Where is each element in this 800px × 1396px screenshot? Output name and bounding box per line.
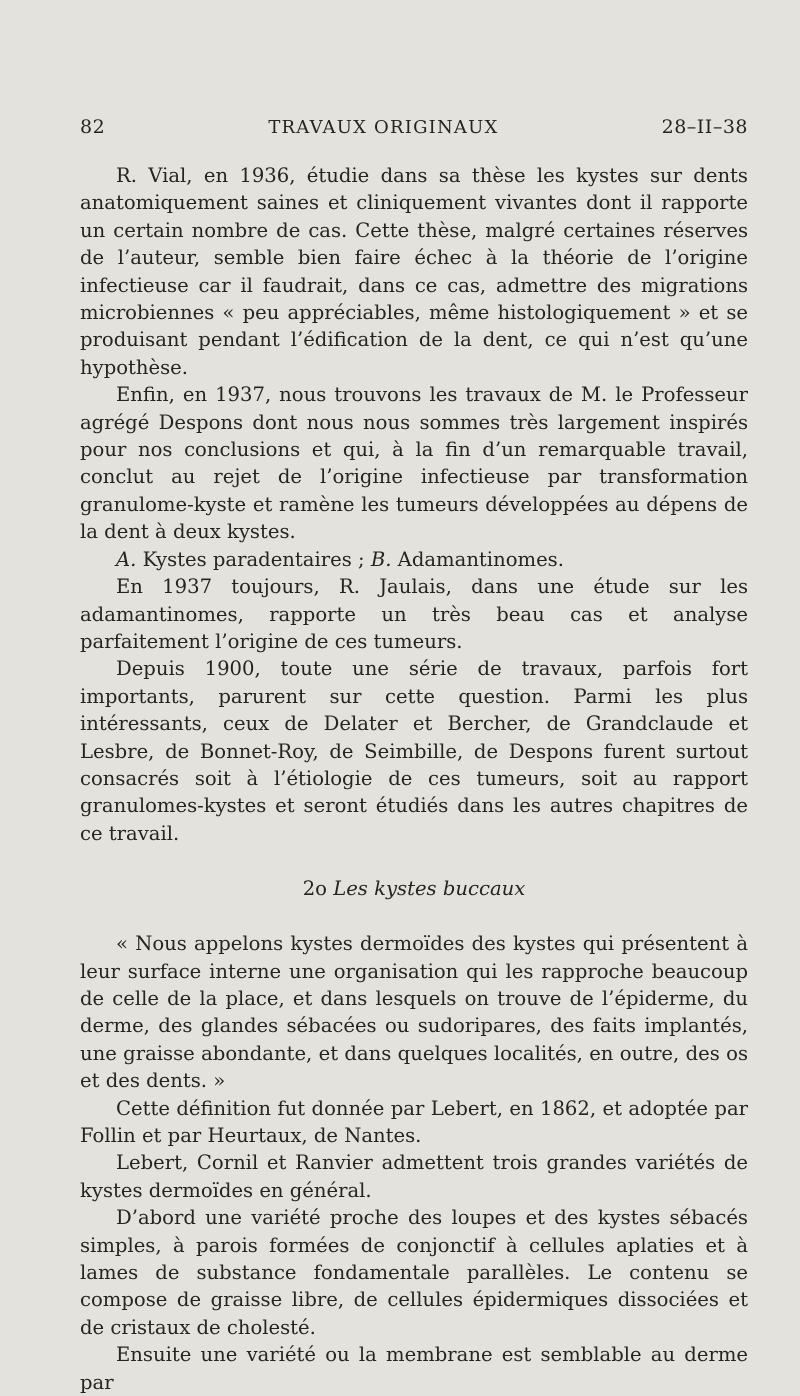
section-heading: [80, 877, 748, 900]
paragraph: Ensuite une variété ou la membrane est semblable au derme par: [80, 1343, 748, 1394]
section-title: Les kystes buccaux: [333, 877, 526, 901]
classification-line: [80, 546, 748, 573]
issue-date: 28–II–38: [661, 116, 748, 138]
paragraph: Cette définition fut donnée par Lebert, en 1862, et adoptée par Follin et par Heurtaux, de Nantes.: [80, 1096, 748, 1147]
paragraph: Lebert, Cornil et Ranvier admettent trois grandes variétés de kystes dermoïdes en général.: [80, 1151, 748, 1202]
class-a-text: Kystes paradentaires ;: [136, 547, 371, 571]
paragraph: « Nous appelons kystes dermoïdes des kystes qui présentent à leur surface interne une organisation qui les rapproche beaucoup de celle de la place, et dans lesquels on trouve de l’épiderme, du derme, des glandes sébacées ou sudoripares, des faits implantés, une graisse abondante, et dans quelques localités, en outre, des os et des dents. »: [80, 932, 748, 1093]
running-title: TRAVAUX ORIGINAUX: [268, 117, 499, 138]
section-number: 2o: [302, 877, 334, 901]
class-b-text: Adamantinomes.: [391, 547, 564, 571]
paragraph: En 1937 toujours, R. Jaulais, dans une étude sur les adamantinomes, rapporte un très beau cas et analyse parfaitement l’origine de ces tumeurs.: [80, 575, 748, 653]
running-header: [80, 116, 748, 138]
class-b-letter: B.: [370, 547, 392, 571]
paragraph: D’abord une variété proche des loupes et des kystes sébacés simples, à parois formées de conjonctif à cellules aplaties et à lames de substance fondamentale parallèles. Le contenu se compose de graisse libre, de cellules épidermiques dissociées et de cristaux de cholesté.: [80, 1206, 748, 1339]
paragraph: Enfin, en 1937, nous trouvons les travaux de M. le Professeur agrégé Despons dont nous nous sommes très largement inspirés pour nos conclusions et qui, à la fin d’un remarquable travail, conclut au rejet de l’origine infectieuse par transformation granulome-kyste et ramène les tumeurs développées au dépens de la dent à deux kystes.: [80, 383, 748, 544]
page-number: 82: [80, 116, 106, 138]
body-text: [80, 162, 748, 1396]
class-a-letter: A.: [116, 547, 137, 571]
paragraph: R. Vial, en 1936, étudie dans sa thèse les kystes sur dents anatomiquement saines et cliniquement vivantes dont il rapporte un certain nombre de cas. Cette thèse, malgré certaines réserves de l’auteur, semble bien faire échec à la théorie de l’origine infectieuse car il faudrait, dans ce cas, admettre des migrations microbiennes « peu appréciables, même histologiquement » et se produisant pendant l’édification de la dent, ce qui n’est qu’une hypothèse.: [80, 164, 748, 379]
paragraph: Depuis 1900, toute une série de travaux, parfois fort importants, parurent sur cette question. Parmi les plus intéressants, ceux de Delater et Bercher, de Grandclaude et Lesbre, de Bonnet-Roy, de Seimbille, de Despons furent surtout consacrés soit à l’étiologie de ces tumeurs, soit au rapport granulomes-kystes et seront étudiés dans les autres chapitres de ce travail.: [80, 657, 748, 845]
